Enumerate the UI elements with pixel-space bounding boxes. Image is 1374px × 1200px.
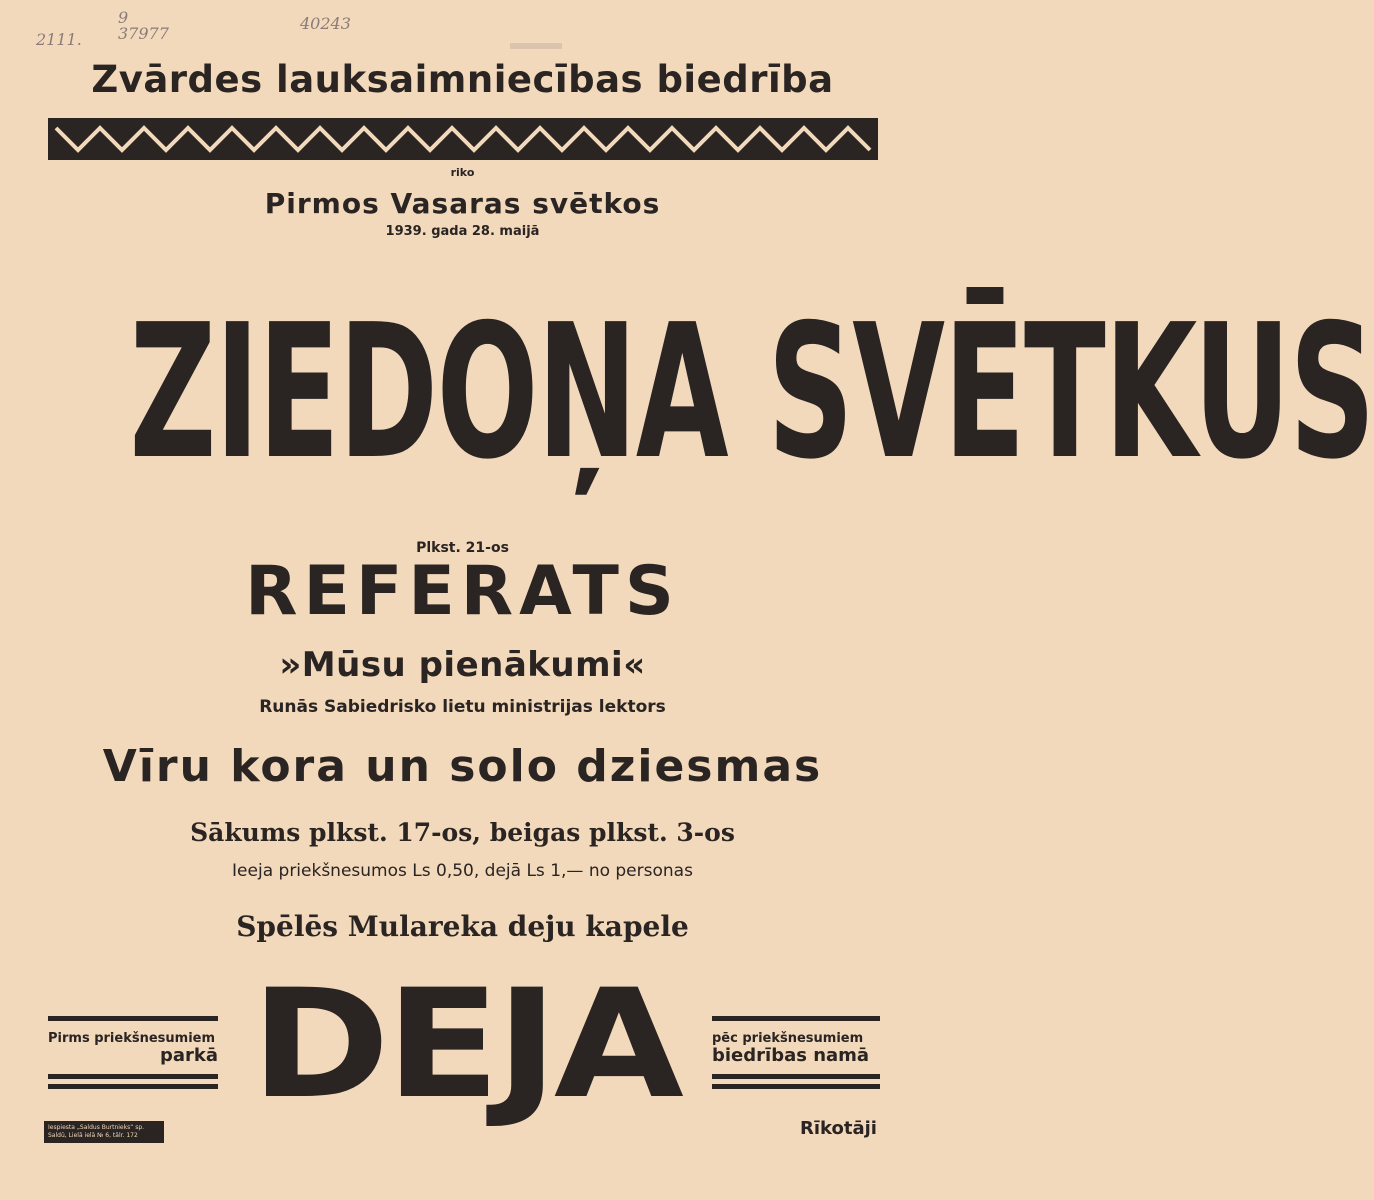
right-rule-top bbox=[712, 1016, 880, 1021]
riko-label: riko bbox=[450, 166, 475, 179]
handwritten-note-right: 40243 bbox=[300, 14, 351, 33]
dance-right-line1: pēc priekšnesumiem bbox=[712, 1031, 864, 1046]
dance-word: DEJA bbox=[250, 958, 680, 1132]
choir-line: Vīru kora un solo dziesmas bbox=[102, 741, 823, 792]
hours-line: Sākums plkst. 17-os, beigas plkst. 3-os bbox=[190, 818, 735, 847]
archive-stamp bbox=[510, 43, 562, 49]
left-rule-bottom-1 bbox=[48, 1074, 218, 1079]
entry-fee-line: Ieeja priekšnesumos Ls 0,50, dejā Ls 1,— no personas bbox=[232, 861, 693, 881]
festival-date: 1939. gada 28. maijā bbox=[385, 224, 540, 239]
printer-imprint: Iespiesta „Saldus Burtnieks“ sp. Saldū, Lielā ielā № 6, tālr. 172 bbox=[44, 1121, 164, 1143]
right-rule-bottom-1 bbox=[712, 1074, 880, 1079]
right-rule-bottom-2 bbox=[712, 1084, 880, 1089]
handwritten-note-left: 2111. bbox=[36, 30, 82, 49]
dance-right-line2: biedrības namā bbox=[712, 1045, 870, 1066]
organizers-signature: Rīkotāji bbox=[800, 1118, 877, 1139]
lecture-speaker: Runās Sabiedrisko lietu ministrijas lektors bbox=[259, 697, 666, 717]
decorative-zigzag-band bbox=[48, 118, 878, 160]
left-rule-bottom-2 bbox=[48, 1084, 218, 1089]
lecture-title: REFERATS bbox=[245, 552, 680, 631]
handwritten-note-mid: 9 37977 bbox=[118, 8, 169, 43]
festival-title: Pirmos Vasaras svētkos bbox=[264, 187, 661, 220]
organization-title: Zvārdes lauksaimniecības biedrība bbox=[91, 58, 834, 101]
dance-left-line2: parkā bbox=[159, 1045, 218, 1066]
lecture-topic: »Mūsu pienākumi« bbox=[279, 645, 646, 685]
lecture-time: Plkst. 21-os bbox=[416, 540, 509, 556]
left-rule-top bbox=[48, 1016, 218, 1021]
dance-left-line1: Pirms priekšnesumiem bbox=[48, 1031, 216, 1046]
band-line: Spēlēs Mulareka deju kapele bbox=[236, 910, 689, 943]
headline: ZIEDOŅA SVĒTKUS bbox=[129, 284, 1374, 500]
